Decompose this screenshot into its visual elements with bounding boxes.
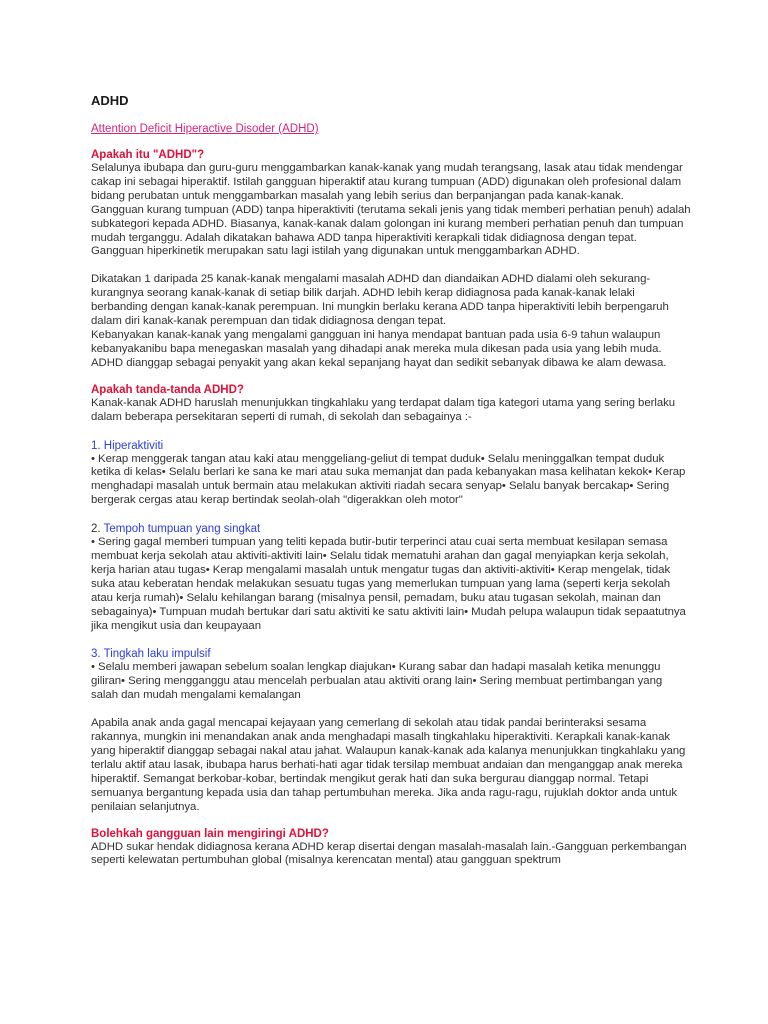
section-signs: [91, 383, 691, 815]
category-label: Hiperaktiviti: [103, 439, 164, 452]
section-heading-signs: Apakah tanda-tanda ADHD?: [91, 383, 244, 396]
paragraph: ADHD sukar hendak didiagnosa kerana ADHD kerap disertai dengan masalah-masalah lain.-Gangguan perkembangan seperti kelewatan pertumbuhan global (misalnya kerencatan mental) atau gangguan spektrum: [91, 840, 687, 867]
paragraph: Kanak-kanak ADHD haruslah menunjukkan tingkahlaku yang terdapat dalam tiga kategori utama yang sering berlaku dalam beberapa persekitaran seperti di rumah, di sekolah dan sebagainya :-: [91, 396, 676, 423]
category-label: Tempoh tumpuan yang singkat: [103, 523, 261, 536]
category-heading-tumpuan: [91, 522, 691, 536]
subtitle-link[interactable]: Attention Deficit Hiperactive Disoder (ADHD): [91, 123, 319, 135]
paragraph: Apabila anak anda gagal mencapai kejayaan yang cemerlang di sekolah atau tidak pandai berinteraksi sesama rakannya, mungkin ini menandakan anak anda menghadapi masalh tingkahlaku hiperaktiviti. Kerapkali kanak-kanak yang hiperaktif dianggap sebagai nakal atau jahat. Walaupun kanak-kanak ada kalanya menunjukkan tingkahlaku yang terlalu aktif atau lasak, ibubapa harus berhati-hati agar tidak tersilap membuat andaian dan menganggap anak mereka hiperaktif. Semangat berkobar-kobar, bertindak mengikut gerak hati dan suka bergurau dianggap normal. Tetapi semuanya bergantung kepada usia dan tahap pertumbuhan mereka. Jika anda ragu-ragu, rujuklah doktor anda untuk penilaian selanjutnya.: [91, 717, 686, 813]
paragraph: Gangguan kurang tumpuan (ADD) tanpa hiperaktiviti (terutama sekali jenis yang tidak memberi perhatian penuh) adalah subkategori kepada ADHD. Biasanya, kanak-kanak dalam golongan ini kurang memberi perhatian penuh dan tumpuan mudah terganggu. Adalah dikatakan bahawa ADD tanpa hiperaktiviti kerapkali tidak didiagnosa dengan tepat. Gangguan hiperkinetik merupakan satu lagi istilah yang digunakan untuk menggambarkan ADHD.: [91, 203, 691, 258]
category-heading-impulsif: [91, 647, 691, 661]
category-number: 1.: [91, 439, 101, 452]
section-comorbid: [91, 827, 691, 869]
category-text: • Selalu memberi jawapan sebelum soalan lengkap diajukan• Kurang sabar dan hadapi masalah ketika menunggu giliran• Sering mengganggu atau mencelah perbualan atau aktiviti orang lain• Sering membuat pertimbangan yang salah dan mudah mengalami kemalangan: [91, 661, 663, 702]
section-heading-what-is: Apakah itu "ADHD"?: [91, 149, 205, 161]
paragraph: Selalunya ibubapa dan guru-guru menggambarkan kanak-kanak yang mudah terangsang, lasak atau tidak mendengar cakap ini sebagai hiperaktif. Istilah gangguan hiperaktif atau kurang tumpuan (ADD) digunakan oleh profesional dalam bidang perubatan untuk menggambarkan masalah yang lebih serius dan berpanjangan pada kanak-kanak.: [91, 162, 683, 202]
document-page: [91, 93, 691, 880]
section-what-is: [91, 148, 691, 371]
category-heading-hiperaktiviti: [91, 439, 691, 453]
document-title: ADHD: [91, 93, 129, 108]
category-text: • Kerap menggerak tangan atau kaki atau menggeliang-geliut di tempat duduk• Selalu meninggalkan tempat duduk ketika di kelas• Selalu berlari ke sana ke mari atau suka memanjat dan pada kebanyakan masa kelihatan kekok• Kerap menghadapi masalah untuk bermain atau melakukan aktiviti riadah secara senyap• Selalu banyak bercakap• Sering bergerak cergas atau kerap bertindak seolah-olah "digerakkan oleh motor": [91, 452, 686, 507]
category-number: 2.: [91, 523, 101, 536]
paragraph: Dikatakan 1 daripada 25 kanak-kanak mengalami masalah ADHD dan diandaikan ADHD dialami oleh sekurang-kurangnya seorang kanak-kanak di setiap bilik darjah. ADHD lebih kerap didiagnosa pada kanak-kanak lelaki berbanding dengan kanak-kanak perempuan. Ini mungkin berlaku kerana ADD tanpa hiperaktiviti lebih berpengaruh dalam diri kanak-kanak perempuan dan tidak didiagnosa dengan tepat.: [91, 273, 669, 328]
paragraph: Kebanyakan kanak-kanak yang mengalami gangguan ini hanya mendapat bantuan pada usia 6-9 tahun walaupun kebanyakanibu bapa menegaskan masalah yang dihadapi anak mereka mula dikesan pada usia yang lebih muda. ADHD dianggap sebagai penyakit yang akan kekal sepanjang hayat dan sedikit sebanyak dibawa ke alam dewasa.: [91, 328, 667, 369]
category-label: Tingkah laku impulsif: [103, 648, 211, 661]
category-number: 3.: [91, 648, 101, 661]
section-heading-comorbid: Bolehkah gangguan lain mengiringi ADHD?: [91, 827, 329, 840]
category-text: • Sering gagal memberi tumpuan yang teliti kepada butir-butir terperinci atau cuai serta membuat kesilapan semasa membuat kerja sekolah atau aktiviti-aktiviti lain• Selalu tidak mematuhi arahan dan gagal menyiapkan kerja sekolah, kerja harian atau tugas• Kerap mengalami masalah untuk mengatur tugas dan aktiviti-aktiviti• Kerap mengelak, tidak suka atau keberatan hendak melakukan sesuatu tugas yang memerlukan tumpuan yang lama (seperti kerja sekolah atau kerja rumah)• Selalu kehilangan barang (misalnya pensil, pemadam, buku atau tugasan sekolah, mainan dan sebagainya)• Tumpuan mudah bertukar dari satu aktiviti ke satu aktiviti lain• Mudah pelupa walaupun tidak sepaatutnya jika mengikut usia dan keupayaan: [91, 536, 686, 632]
